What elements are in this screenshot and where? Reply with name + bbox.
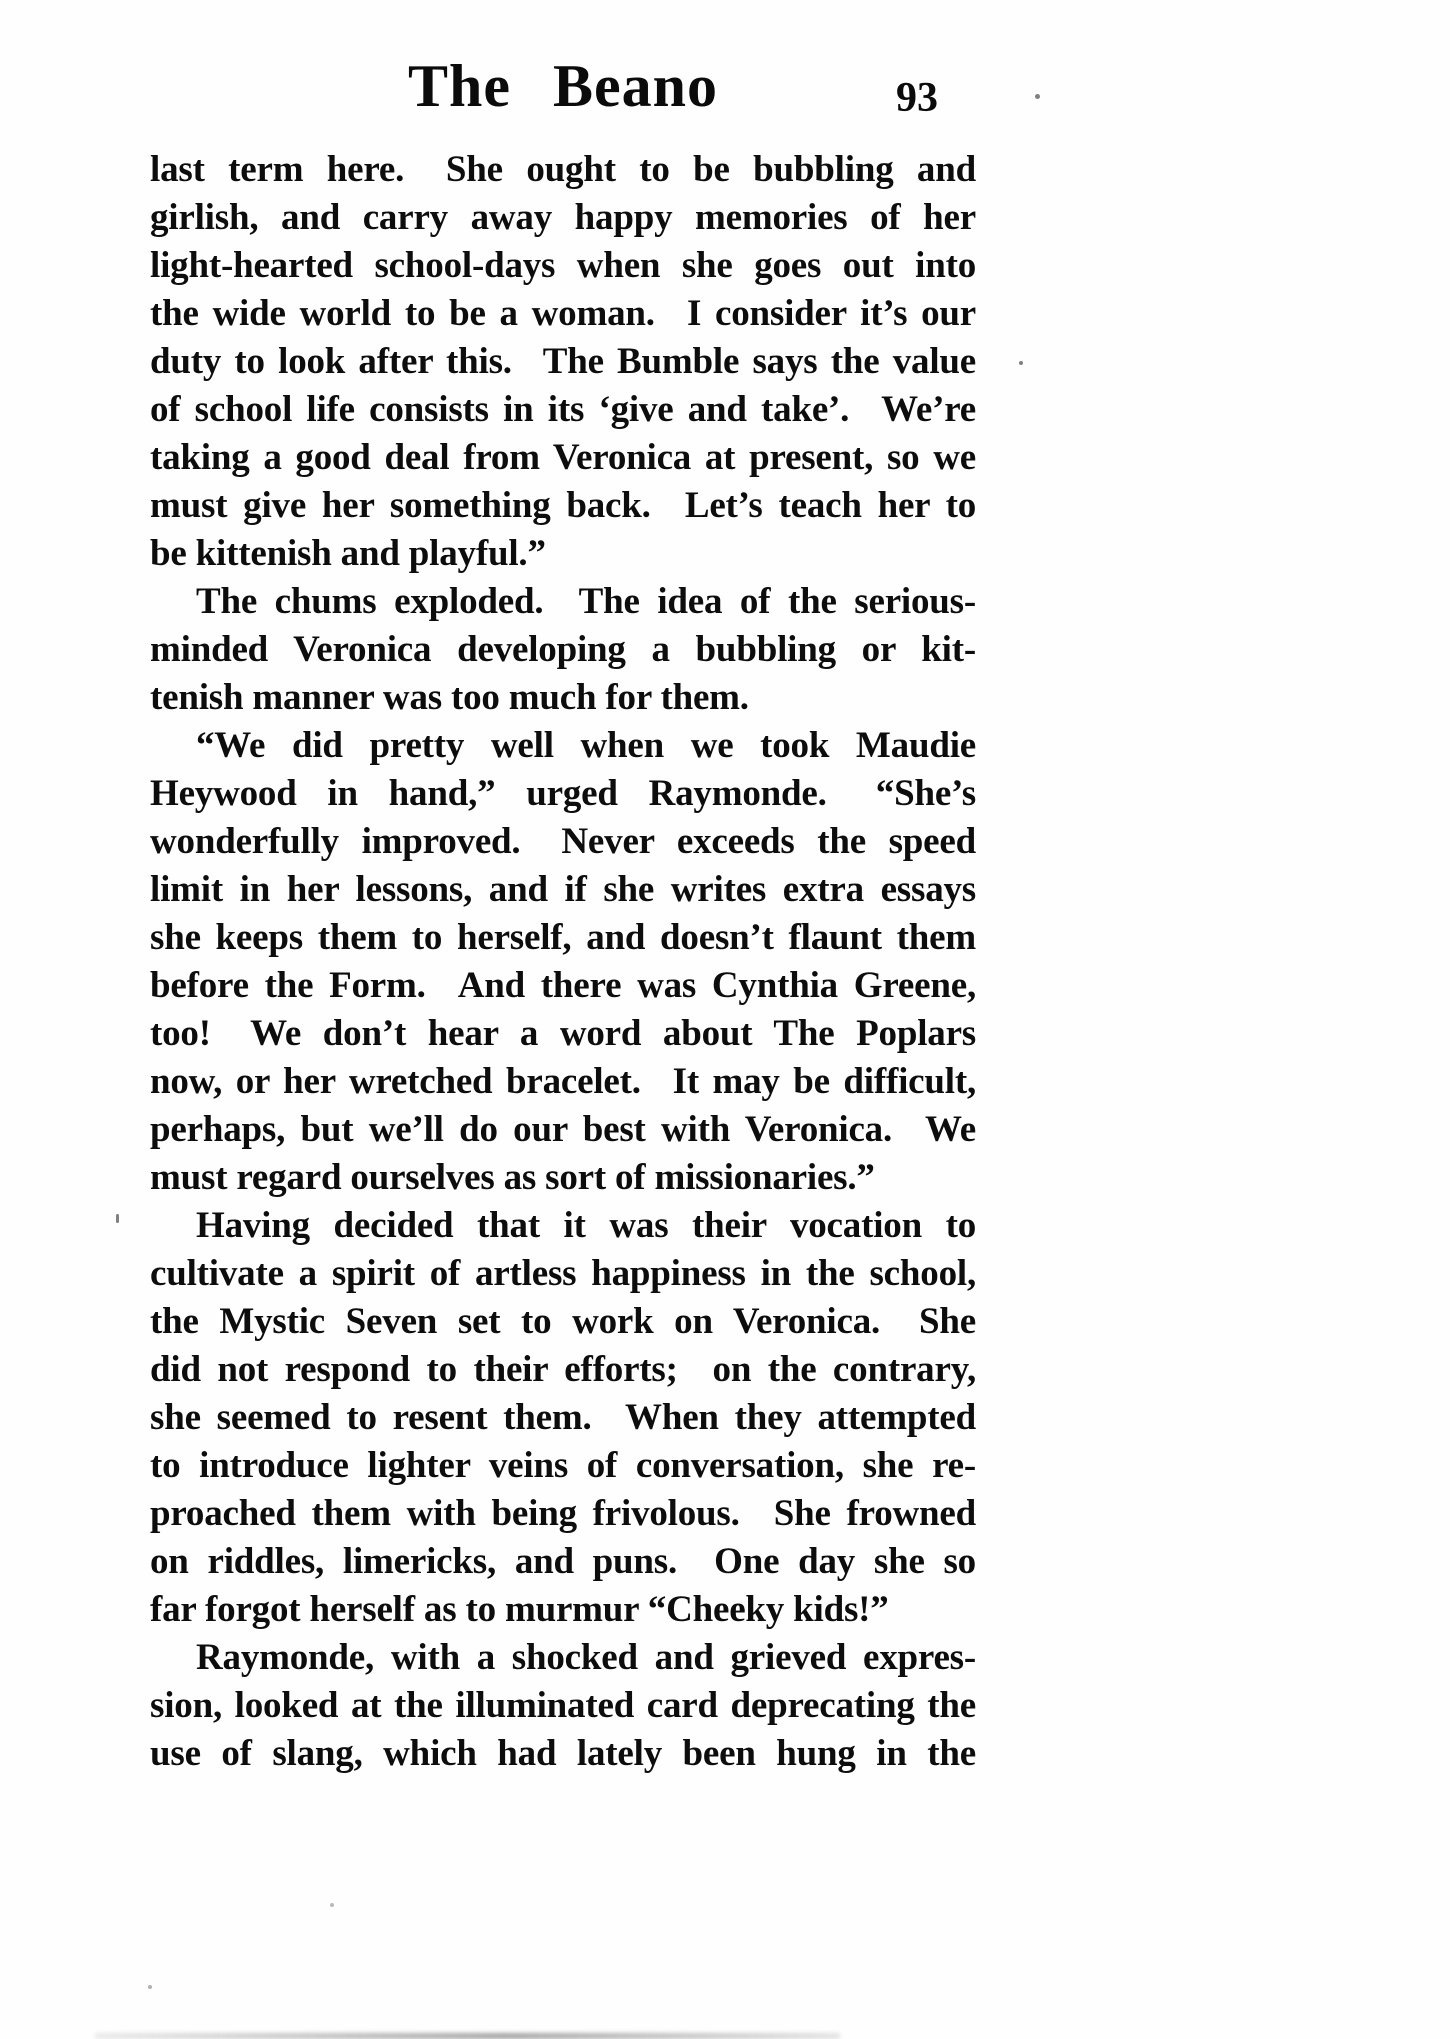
text-line: before the Form. And there was Cynthia Greene, [150,965,976,1006]
page-number: 93 [896,75,938,121]
text-line: be kittenish and playful.” [150,533,546,574]
scan-speck [1019,361,1023,365]
text-line: tenish manner was too much for them. [150,677,749,718]
text-line: minded Veronica developing a bubbling or kit- [150,629,976,670]
text-line: too! We don’t hear a word about The Poplars [150,1013,976,1054]
text-line: wonderfully improved. Never exceeds the speed [150,821,976,862]
text-line: she seemed to resent them. When they attempted [150,1397,976,1438]
text-line: cultivate a spirit of artless happiness in the school, [150,1253,976,1294]
scan-speck [1035,94,1040,99]
scan-speck [330,1903,334,1907]
scan-speck [148,1985,152,1989]
text-line: Raymonde, with a shocked and grieved expres- [196,1637,976,1678]
text-line: on riddles, limericks, and puns. One day she so [150,1541,976,1582]
text-line: to introduce lighter veins of conversation, she re- [150,1445,976,1486]
text-line: the Mystic Seven set to work on Veronica. She [150,1301,976,1342]
text-line: now, or her wretched bracelet. It may be difficult, [150,1061,976,1102]
text-line: duty to look after this. The Bumble says the value [150,341,976,382]
text-line: last term here. She ought to be bubbling and [150,149,976,190]
scan-smudge [95,2033,840,2039]
page-title: The Beano [407,53,719,119]
text-line: must regard ourselves as sort of missionaries.” [150,1157,875,1198]
text-line: Having decided that it was their vocation to [196,1205,976,1246]
text-line: did not respond to their efforts; on the contrary, [150,1349,976,1390]
scan-speck [116,1214,119,1223]
text-line: limit in her lessons, and if she writes extra essays [150,869,976,910]
text-line: taking a good deal from Veronica at present, so we [150,437,976,478]
text-line: she keeps them to herself, and doesn’t flaunt them [150,917,976,958]
text-line: the wide world to be a woman. I consider it’s our [150,293,976,334]
text-line: far forgot herself as to murmur “Cheeky kids!” [150,1589,889,1630]
text-line: “We did pretty well when we took Maudie [196,725,976,766]
text-line: girlish, and carry away happy memories of her [150,197,976,238]
text-line: light-hearted school-days when she goes out into [150,245,976,286]
text-line: perhaps, but we’ll do our best with Veronica. We [150,1109,976,1150]
text-block [150,146,976,1778]
text-line: proached them with being frivolous. She frowned [150,1493,976,1534]
text-line: Heywood in hand,” urged Raymonde. “She’s [150,773,976,814]
text-line: must give her something back. Let’s teach her to [150,485,976,526]
text-line: sion, looked at the illuminated card deprecating the [150,1685,976,1726]
text-line: use of slang, which had lately been hung in the [150,1733,976,1774]
text-line: of school life consists in its ‘give and take’. We’re [150,389,976,430]
text-line: The chums exploded. The idea of the serious- [196,581,976,622]
page-header [150,52,976,132]
